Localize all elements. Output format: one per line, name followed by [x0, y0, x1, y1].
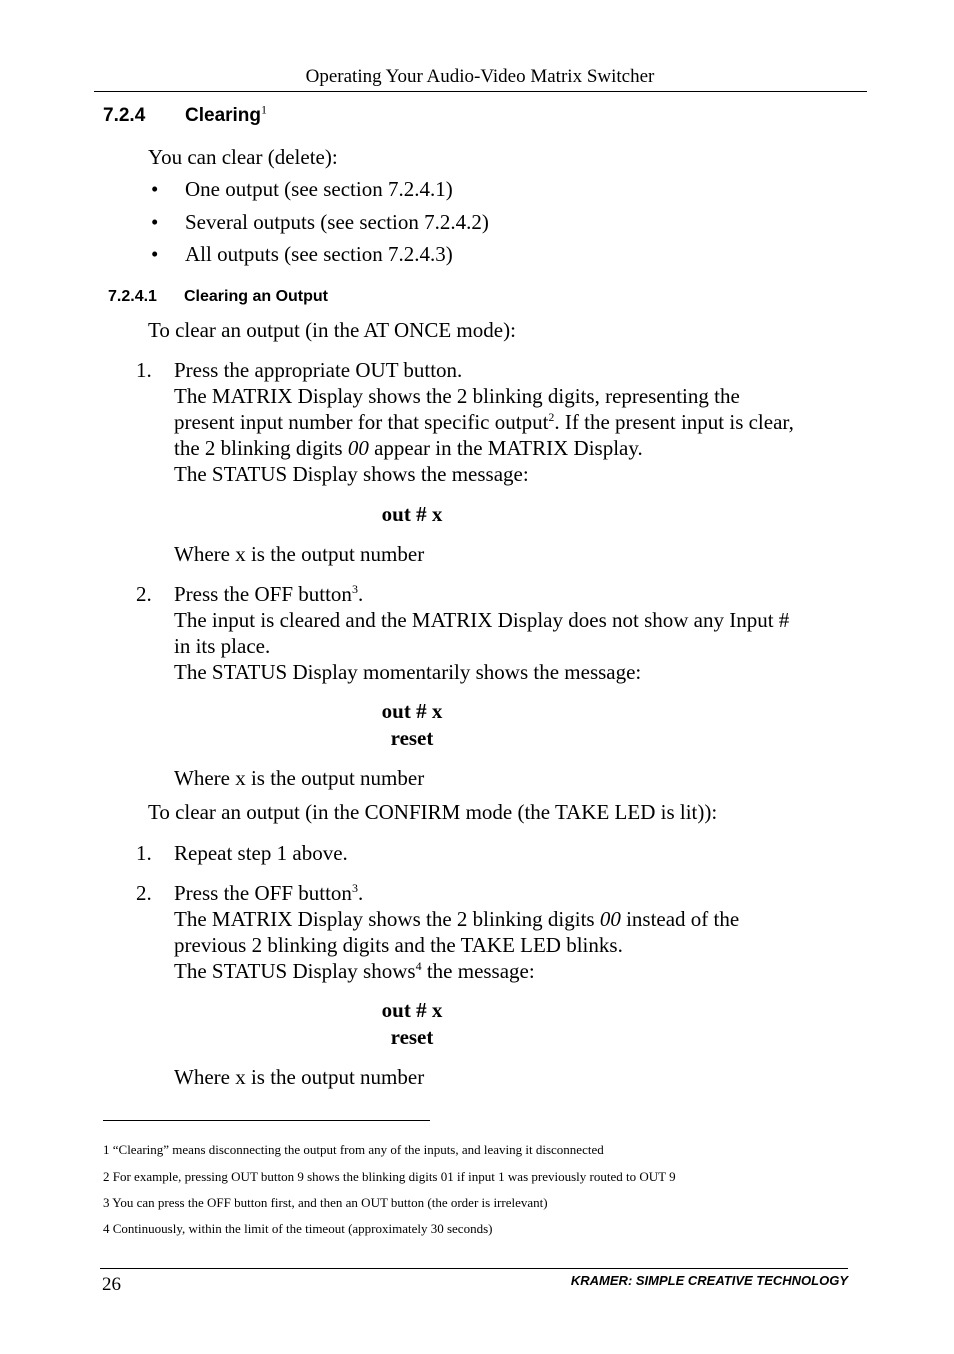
step-line: previous 2 blinking digits and the TAKE LED blinks. [174, 933, 623, 957]
step-number: 2. [136, 881, 152, 905]
section-title [185, 102, 268, 127]
step-line: Repeat step 1 above. [174, 841, 348, 865]
text-run: present input number for that specific output [174, 410, 549, 434]
status-message: out # x [381, 998, 443, 1022]
text-run: . [357, 582, 364, 606]
bullet-marker: • [151, 177, 159, 201]
footer-brand: KRAMER: SIMPLE CREATIVE TECHNOLOGY [570, 1273, 848, 1288]
footer-rule [100, 1268, 848, 1269]
text-run: Press the OFF button [174, 881, 352, 905]
bullet-marker: • [151, 242, 159, 266]
bullet-item: One output (see section 7.2.4.1) [185, 177, 453, 201]
confirm-intro: To clear an output (in the CONFIRM mode (the TAKE LED is lit)): [148, 800, 718, 824]
section-intro: You can clear (delete): [148, 145, 338, 169]
footnote-ref: 3 [351, 582, 358, 596]
status-message: reset [390, 726, 434, 750]
text-run: appear in the MATRIX Display. [368, 436, 643, 460]
step-line: The STATUS Display momentarily shows the message: [174, 660, 642, 684]
footnote: 4 Continuously, within the limit of the timeout (approximately 30 seconds) [103, 1221, 493, 1236]
text-run: The STATUS Display shows [174, 959, 416, 983]
footnote-rule [103, 1120, 430, 1121]
text-run: the message: [421, 959, 535, 983]
text-run: The MATRIX Display shows the 2 blinking digits [174, 907, 600, 931]
step-line: The input is cleared and the MATRIX Display does not show any Input # [174, 608, 790, 632]
emphasis: 00 [599, 907, 621, 931]
step-number: 1. [136, 841, 152, 865]
footnote-ref: 1 [261, 102, 268, 117]
footnote-ref: 4 [415, 959, 422, 973]
text-run: . If the present input is clear, [554, 410, 794, 434]
step-line [174, 906, 864, 932]
header-rule [94, 91, 867, 92]
step-line [174, 435, 864, 461]
status-message: reset [390, 1025, 434, 1049]
step-line [174, 409, 864, 435]
page-number: 26 [102, 1274, 121, 1295]
text-run: Press the OFF button [174, 582, 352, 606]
subsection-title: Clearing an Output [184, 288, 328, 305]
status-message: out # x [381, 699, 443, 723]
at-once-intro: To clear an output (in the AT ONCE mode): [148, 318, 516, 342]
bullet-item: All outputs (see section 7.2.4.3) [185, 242, 453, 266]
footnote: 3 You can press the OFF button first, and then an OUT button (the order is irrelevant) [103, 1195, 548, 1210]
footnote-ref: 3 [351, 881, 358, 895]
step-line: Press the appropriate OUT button. [174, 358, 463, 382]
step-line: in its place. [174, 634, 271, 658]
where-note: Where x is the output number [174, 1065, 425, 1089]
where-note: Where x is the output number [174, 542, 425, 566]
step-line [174, 958, 864, 984]
step-line: The MATRIX Display shows the 2 blinking digits, representing the [174, 384, 740, 408]
step-text [174, 880, 864, 984]
running-header: Operating Your Audio-Video Matrix Switcher [305, 66, 655, 87]
step-line [174, 581, 864, 607]
subsection-number: 7.2.4.1 [108, 288, 157, 305]
footnote: 1 “Clearing” means disconnecting the output from any of the inputs, and leaving it disconnected [103, 1142, 604, 1157]
section-number: 7.2.4 [103, 105, 146, 126]
step-text [174, 357, 864, 487]
step-line: The STATUS Display shows the message: [174, 462, 529, 486]
footnote-ref: 2 [548, 410, 555, 424]
emphasis: 00 [347, 436, 369, 460]
step-number: 1. [136, 358, 152, 382]
bullet-item: Several outputs (see section 7.2.4.2) [185, 210, 489, 234]
step-text [174, 581, 864, 685]
section-title-text: Clearing [185, 105, 262, 126]
text-run: the 2 blinking digits [174, 436, 348, 460]
section-heading [103, 105, 145, 127]
footnote: 2 For example, pressing OUT button 9 shows the blinking digits 01 if input 1 was previously routed to OUT 9 [103, 1169, 676, 1184]
where-note: Where x is the output number [174, 766, 425, 790]
step-line [174, 880, 864, 906]
bullet-marker: • [151, 210, 159, 234]
text-run: instead of the [620, 907, 740, 931]
status-message: out # x [381, 502, 443, 526]
text-run: . [357, 881, 364, 905]
step-number: 2. [136, 582, 152, 606]
